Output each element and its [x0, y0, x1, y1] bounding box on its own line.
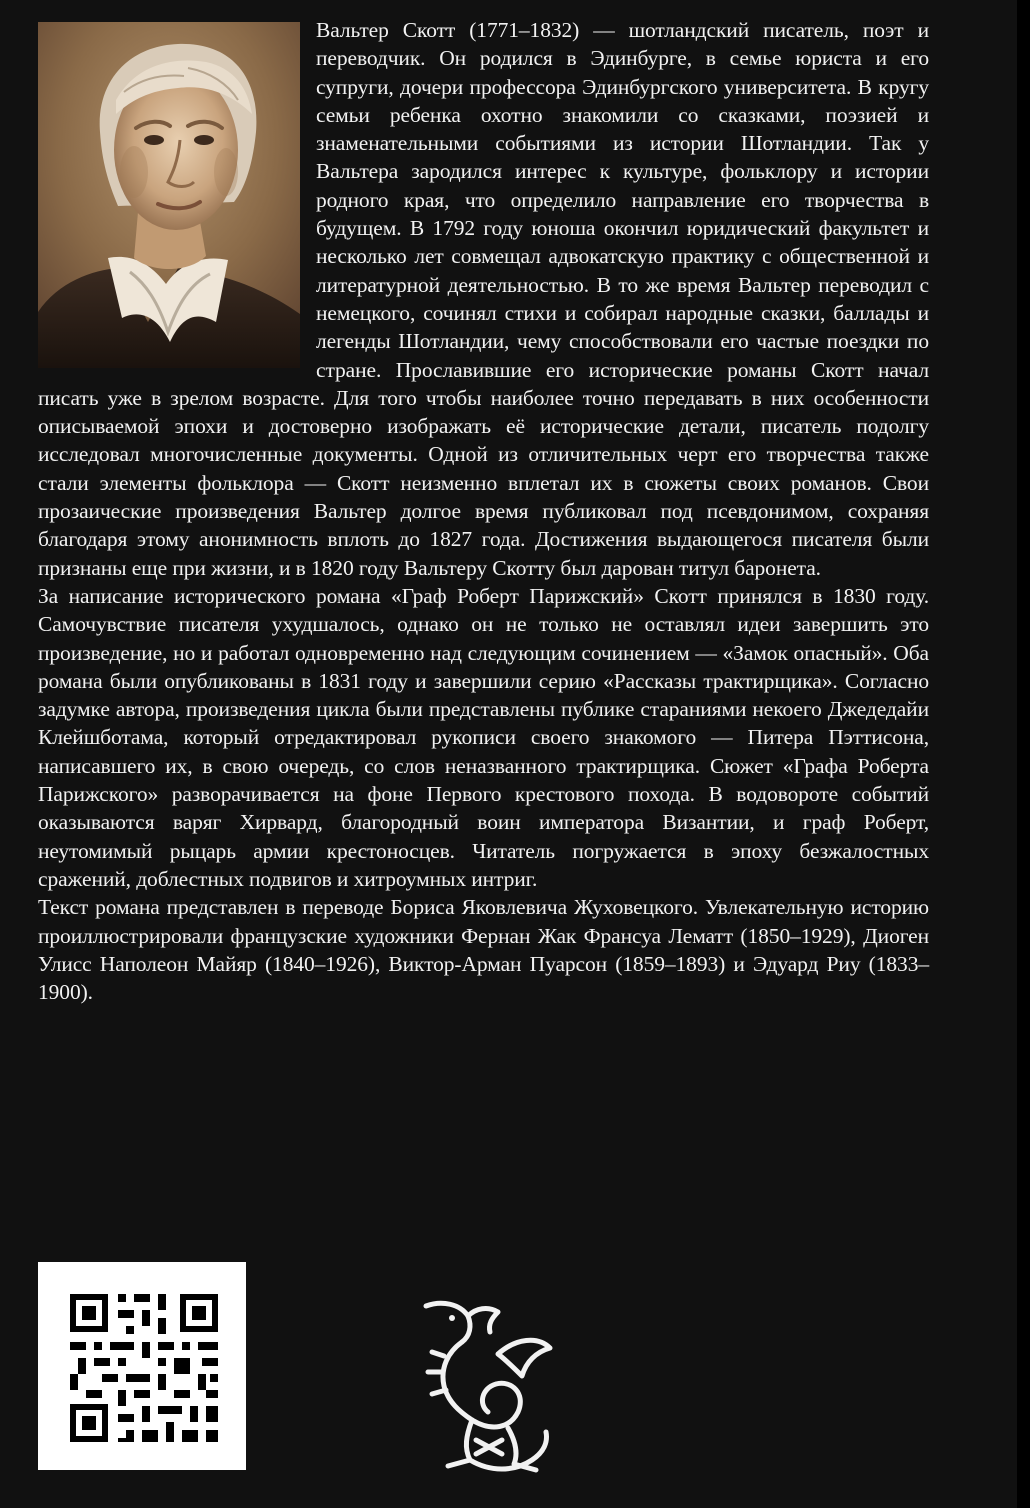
bio-paragraph-2: За написание исторического романа «Граф Роберт Парижский» Скотт принялся в 1830 году. Самочувствие писателя ухудшалось, однако он не только не оставлял идеи завершить это произведение, но и работал одновременно над следующим сочинением — «Замок опасный». Оба романа были опубликованы в 1831 году и завершили серию «Рассказы трактирщика». Согласно задумке автора, произведения цикла были представлены публике стараниями некоего Джедедайи Клейшботама, который отредактировал рукописи своего знакомого — Питера Пэттисона, написавшего их, в свою очередь, со слов неназванного трактирщика. Сюжет «Графа Роберта Парижского» разворачивается на фоне Первого крестового похода. В водовороте событий оказываются варяг Хирвард, благородный воин императора Византии, и граф Роберт, неутомимый рыцарь армии крестоносцев. Читатель погружается в эпоху безжалостных сражений, доблестных подвигов и хитроумных интриг.: [38, 583, 929, 891]
publisher-logo: [412, 1296, 562, 1478]
dragon-icon: [412, 1296, 562, 1478]
qr-code-icon: [38, 1262, 246, 1470]
author-biography: [38, 16, 929, 1006]
qr-code[interactable]: [38, 1262, 246, 1470]
portrait-spacer: [38, 16, 316, 380]
bio-paragraph-3: Текст романа представлен в переводе Бориса Яковлевича Жуховецкого. Увлекательную историю проиллюстрировали французские художники Фернан Жак Франсуа Лематт (1850–1929), Диоген Улисс Наполеон Майяр (1840–1926), Виктор-Арман Пуарсон (1859–1893) и Эдуард Риу (1833–1900).: [38, 895, 929, 1005]
bio-paragraph-1: Вальтер Скотт (1771–1832) — шотландский писатель, поэт и переводчик. Он родился в Эдинбурге, в семье юриста и его супруги, дочери профессора Эдинбургского университета. В кругу семьи ребенка охотно знакомили со сказками, поэзией и знаменательными событиями из истории Шотландии. Так у Вальтера зародился интерес к культуре, фольклору и истории родного края, что определило направление его творчества в будущем. В 1792 году юноша окончил юридический факультет и несколько лет совмещал адвокатскую практику с общественной и литературной деятельностью. В то же время Вальтер переводил с немецкого, сочинял стихи и собирал народные сказки, баллады и легенды Шотландии, чему способствовали его частые поездки по стране. Прославившие его исторические романы Скотт начал писать уже в зрелом возрасте. Для того чтобы наиболее точно передавать в них особенности описываемой эпохи и достоверно изображать её исторические детали, писатель подолгу исследовал многочисленные документы. Одной из отличительных черт его творчества также стали элементы фольклора — Скотт неизменно вплетал их в сюжеты своих романов. Свои прозаические произведения Вальтер долгое время публиковал под псевдонимом, сохраняя благодаря этому анонимность вплоть до 1827 года. Достижения выдающегося писателя были признаны еще при жизни, и в 1820 году Вальтеру Скотту был дарован титул баронета.: [38, 18, 929, 580]
cover-edge: [1017, 0, 1030, 1508]
